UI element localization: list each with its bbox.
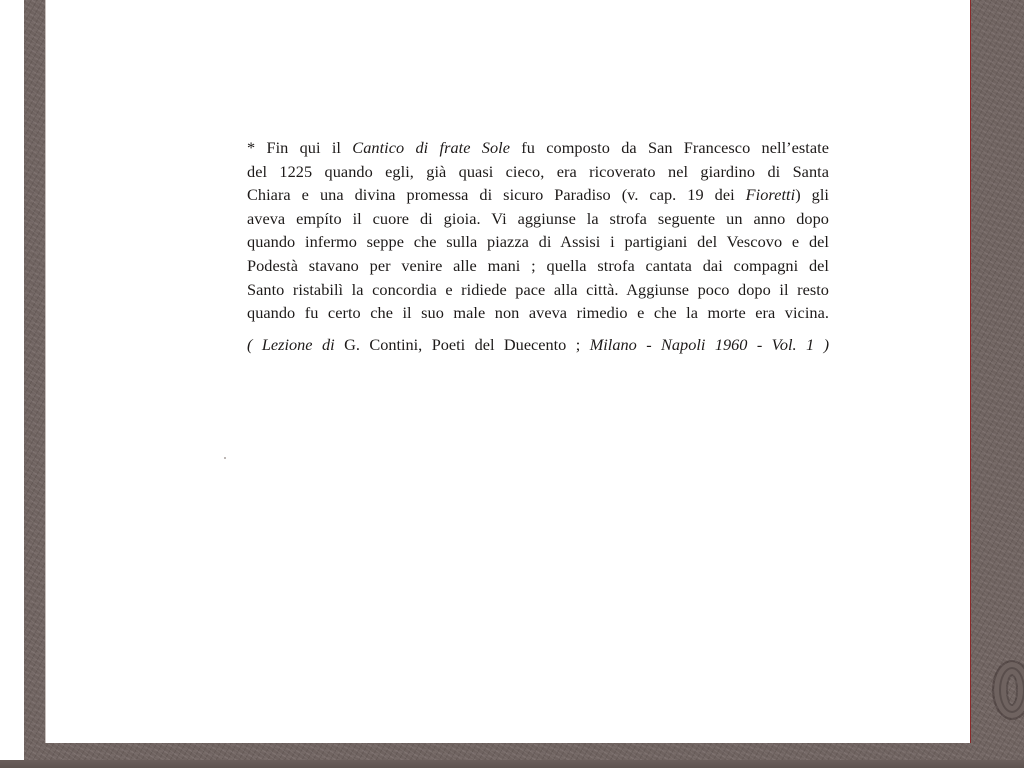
credit-italic-run: ( Lezione di <box>247 334 345 354</box>
italic-title-run: Fioretti <box>745 185 796 205</box>
text-run: * Fin qui il <box>247 138 353 157</box>
spiral-ornament <box>992 660 1024 720</box>
footnote-line <box>247 278 829 302</box>
text-run: Chiara e una divina promessa di sicuro Paradiso (v. cap. 19 dei <box>247 185 746 205</box>
footnote-line <box>247 230 829 254</box>
scan-margin <box>0 0 24 768</box>
paper-speck <box>224 457 226 459</box>
text-run: quando fu certo che il suo male non aveva rimedio e che la morte era vicina. <box>247 303 829 323</box>
footnote-paragraph <box>247 136 829 325</box>
footnote-text-block <box>247 136 829 356</box>
text-run: fu composto da San Francesco nell’estate <box>510 138 829 157</box>
footnote-line <box>247 207 829 231</box>
book-page <box>46 0 970 743</box>
text-run: ) gli <box>795 185 829 205</box>
text-run: del 1225 quando egli, già quasi cieco, era ricoverato nel giardino di Santa <box>247 161 829 181</box>
credit-text-run: G. Contini, Poeti del Duecento ; <box>344 334 590 354</box>
footnote-line <box>247 301 829 325</box>
scan-bottom-edge <box>0 760 1024 768</box>
footnote-line <box>247 183 829 207</box>
text-run: aveva empíto il cuore di gioia. Vi aggiunse la strofa seguente un anno dopo <box>247 208 829 228</box>
credit-italic-run: Milano - Napoli 1960 - Vol. 1 ) <box>589 334 829 354</box>
text-run: Santo ristabilì la concordia e ridiede pace alla città. Aggiunse poco dopo il resto <box>247 279 829 299</box>
text-run: Podestà stavano per venire alle mani ; quella strofa cantata dai compagni del <box>247 255 829 275</box>
source-credit-line <box>247 334 829 356</box>
footnote-line <box>247 136 829 160</box>
footnote-line <box>247 254 829 278</box>
footnote-line <box>247 160 829 184</box>
text-run: quando infermo seppe che sulla piazza di Assisi i partigiani del Vescovo e del <box>247 232 829 252</box>
italic-title-run: Cantico di frate Sole <box>352 138 511 157</box>
